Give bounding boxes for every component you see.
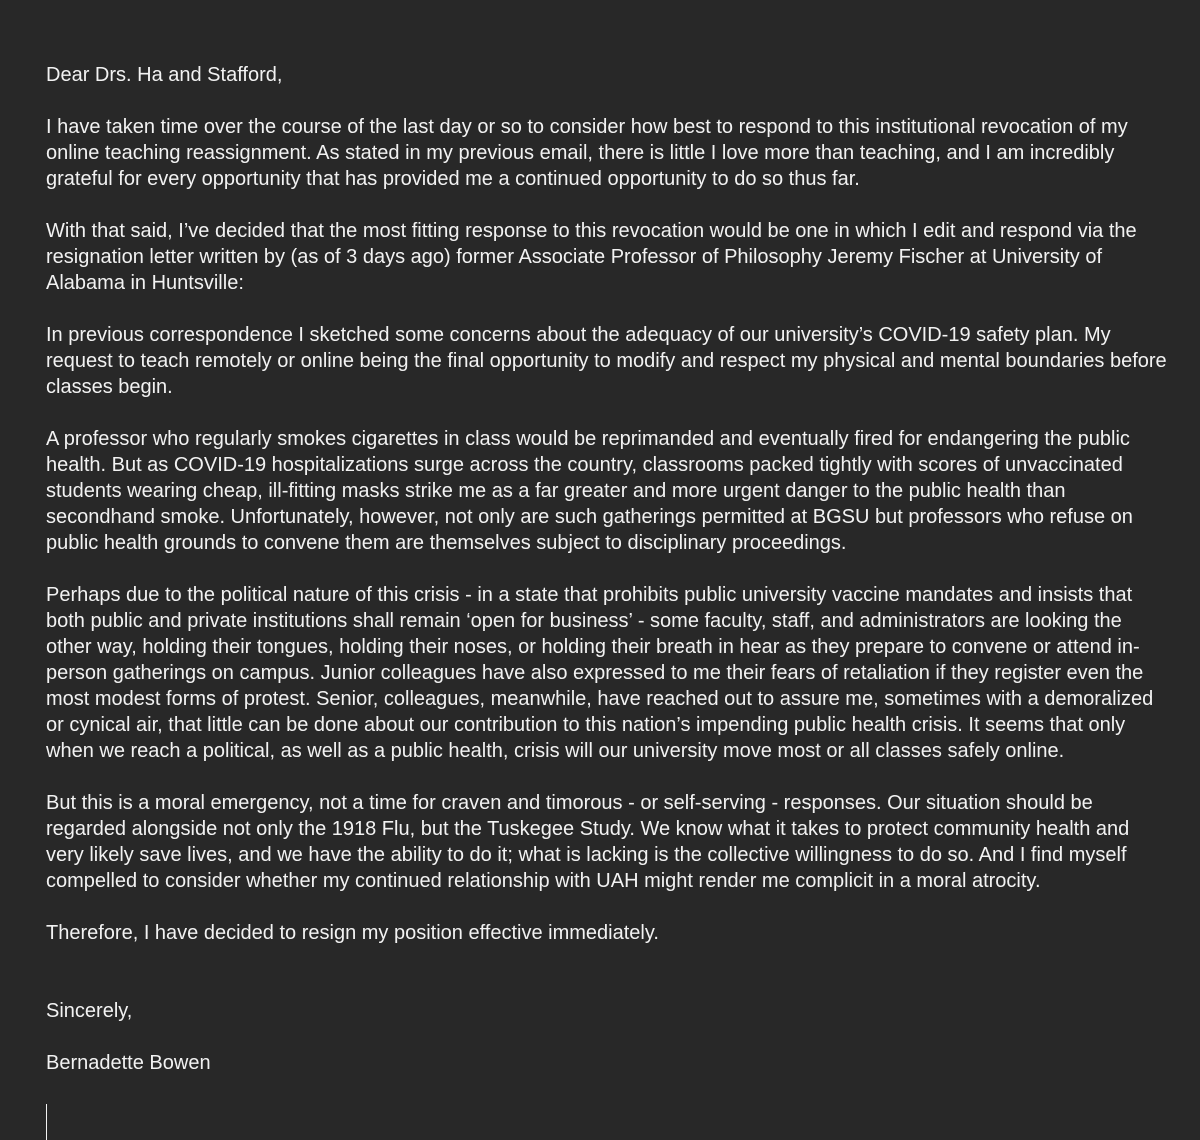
letter-paragraph-3: In previous correspondence I sketched some concerns about the adequacy of our university’s COVID-19 safety plan. My request to teach remotely or online being the final opportunity to modify and respect my physical and mental boundaries before classes begin. bbox=[46, 324, 1167, 398]
letter-signature: Bernadette Bowen bbox=[46, 1052, 211, 1074]
letter-greeting: Dear Drs. Ha and Stafford, bbox=[46, 64, 283, 86]
letter-closing: Sincerely, bbox=[46, 1000, 133, 1022]
email-compose-body[interactable] bbox=[46, 62, 1171, 1102]
text-cursor bbox=[46, 1104, 47, 1140]
letter-paragraph-2: With that said, I’ve decided that the most fitting response to this revocation would be one in which I edit and respond via the resignation letter written by (as of 3 days ago) former Associate Professor of Philosophy Jeremy Fischer at University of Alabama in Huntsville: bbox=[46, 220, 1137, 294]
letter-paragraph-4: A professor who regularly smokes cigarettes in class would be reprimanded and eventually fired for endangering the public health. But as COVID-19 hospitalizations surge across the country, classrooms packed tightly with scores of unvaccinated students wearing cheap, ill-fitting masks strike me as a far greater and more urgent danger to the public health than secondhand smoke. Unfortunately, however, not only are such gatherings permitted at BGSU but professors who refuse on public health grounds to convene them are themselves subject to disciplinary proceedings. bbox=[46, 428, 1133, 554]
letter-paragraph-7: Therefore, I have decided to resign my position effective immediately. bbox=[46, 922, 659, 944]
letter-paragraph-1: I have taken time over the course of the last day or so to consider how best to respond to this institutional revocation of my online teaching reassignment. As stated in my previous email, there is little I love more than teaching, and I am incredibly grateful for every opportunity that has provided me a continued opportunity to do so thus far. bbox=[46, 116, 1128, 190]
letter-signoff bbox=[46, 972, 1171, 1102]
letter-paragraph-5: Perhaps due to the political nature of this crisis - in a state that prohibits public university vaccine mandates and insists that both public and private institutions shall remain ‘open for business’ - some faculty, staff, and administrators are looking the other way, holding their tongues, holding their noses, or holding their breath in hear as they prepare to convene or attend in-person gatherings on campus. Junior colleagues have also expressed to me their fears of retaliation if they register even the most modest forms of protest. Senior, colleagues, meanwhile, have reached out to assure me, sometimes with a demoralized or cynical air, that little can be done about our contribution to this nation’s impending public health crisis. It seems that only when we reach a political, as well as a public health, crisis will our university move most or all classes safely online. bbox=[46, 584, 1154, 762]
letter-paragraph-6: But this is a moral emergency, not a time for craven and timorous - or self-serving - responses. Our situation should be regarded alongside not only the 1918 Flu, but the Tuskegee Study. We know what it takes to protect community health and very likely save lives, and we have the ability to do it; what is lacking is the collective willingness to do so. And I find myself compelled to consider whether my continued relationship with UAH might render me complicit in a moral atrocity. bbox=[46, 792, 1130, 892]
